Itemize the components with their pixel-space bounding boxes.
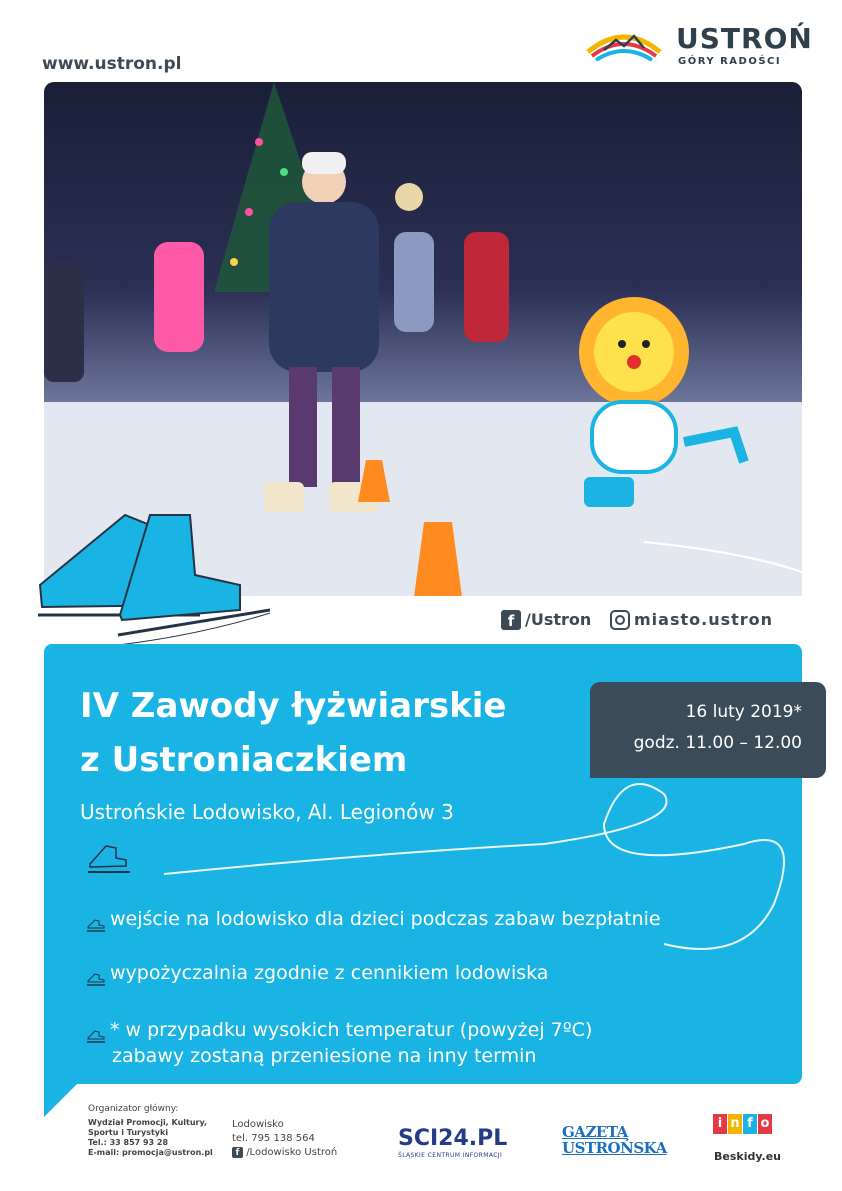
bullet-free-entry (86, 906, 661, 932)
bullet-text: wypożyczalnia zgodnie z cennikiem lodowiska (110, 962, 549, 984)
bullet-weather-note (86, 1017, 592, 1043)
skate-bullet-icon (86, 967, 106, 981)
instagram-icon[interactable] (610, 610, 630, 630)
info-letter: i (713, 1114, 727, 1134)
small-skate-icon (86, 842, 132, 880)
sci24-subtitle: ŚLĄSKIE CENTRUM INFORMACJI (398, 1152, 503, 1159)
panel-tail (44, 1083, 78, 1117)
rink-info (232, 1118, 337, 1160)
gazeta-line2: USTROŃSKA (562, 1139, 667, 1157)
instagram-handle[interactable]: miasto.ustron (634, 610, 774, 629)
event-venue: Ustrońskie Lodowisko, Al. Legionów 3 (80, 800, 454, 824)
gazeta-ustronska-logo[interactable] (562, 1124, 667, 1156)
bullet-weather-note-line2: zabawy zostaną przeniesione na inny termin (112, 1045, 537, 1067)
logo-subtitle: GÓRY RADOŚCI (678, 56, 782, 67)
event-date: 16 luty 2019* (685, 702, 802, 722)
organizer-email[interactable]: E-mail: promocja@ustron.pl (88, 1148, 213, 1157)
date-box (590, 682, 826, 778)
ustron-logo-icon (584, 26, 664, 70)
rink-facebook[interactable] (232, 1146, 337, 1160)
bullet-rental (86, 960, 548, 986)
organizer-phone: Tel.: 33 857 93 28 (88, 1138, 169, 1147)
event-title-line1: IV Zawody łyżwiarskie (80, 686, 507, 726)
info-letter: f (743, 1114, 757, 1134)
beskidy-label: Beskidy.eu (714, 1150, 781, 1163)
event-title-line2: z Ustroniaczkiem (80, 740, 408, 780)
facebook-icon: f (232, 1147, 243, 1158)
sci24-logo[interactable]: SCI24.PL (398, 1126, 508, 1151)
rink-facebook-text: /Lodowisko Ustroń (246, 1147, 338, 1158)
facebook-handle[interactable]: /Ustron (525, 610, 592, 629)
skate-bullet-icon (86, 1024, 106, 1038)
bullet-text: * w przypadku wysokich temperatur (powyżej 7ºC) (110, 1019, 593, 1041)
organizer-line: Wydział Promocji, Kultury, (88, 1118, 208, 1127)
organizer-line: Sportu i Turystyki (88, 1128, 169, 1137)
gazeta-line1: GAZETA (562, 1123, 628, 1141)
info-beskidy-logo[interactable] (713, 1112, 773, 1134)
ice-skates-icon (30, 495, 280, 669)
skate-bullet-icon (86, 913, 106, 927)
organizer-details (88, 1118, 213, 1158)
event-time: godz. 11.00 – 12.00 (633, 733, 802, 753)
rink-phone: tel. 795 138 564 (232, 1133, 315, 1144)
website-url[interactable]: www.ustron.pl (42, 54, 182, 74)
logo-title: USTROŃ (676, 22, 813, 55)
bullet-text: wejście na lodowisko dla dzieci podczas zabaw bezpłatnie (110, 908, 661, 930)
organizer-label: Organizator główny: (88, 1104, 179, 1114)
rink-label: Lodowisko (232, 1119, 284, 1130)
info-letter: n (728, 1114, 742, 1134)
info-letter: o (758, 1114, 772, 1134)
facebook-icon[interactable]: f (501, 610, 521, 630)
